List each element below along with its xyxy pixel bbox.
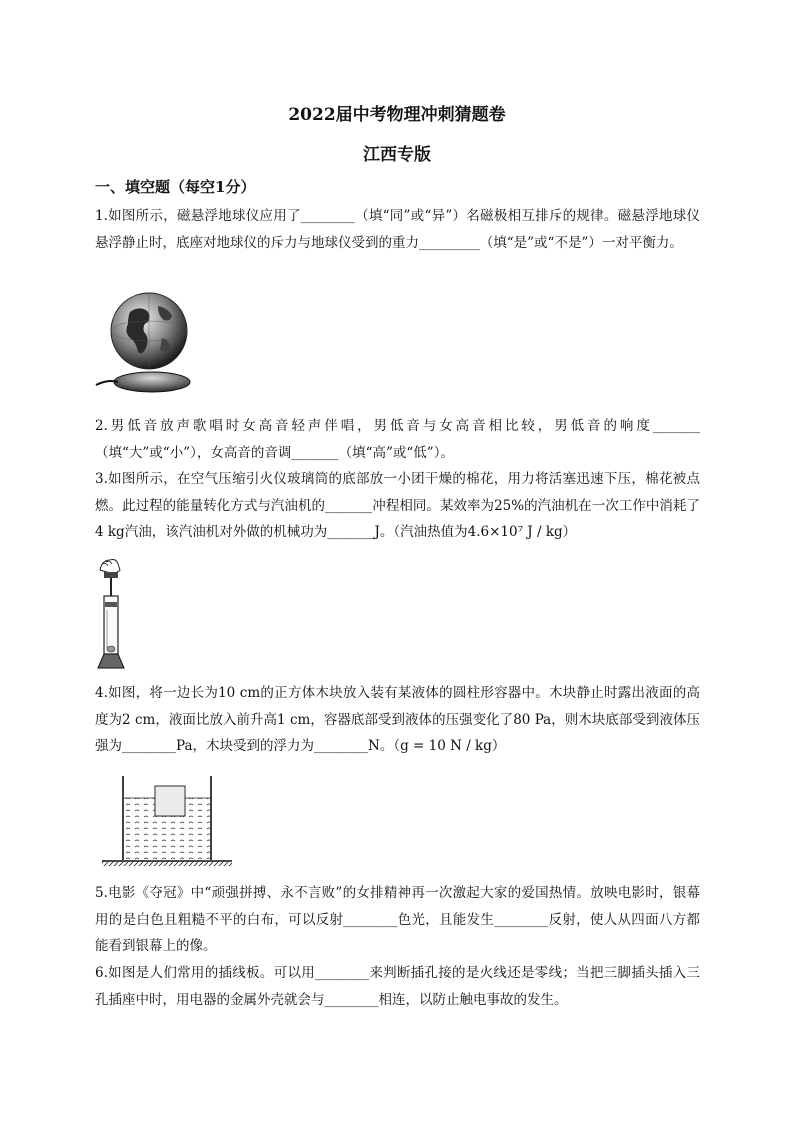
maglev-globe-figure xyxy=(92,288,202,400)
question-4: 4.如图，将一边长为10 cm的正方体木块放入装有某液体的圆柱形容器中。木块静止时露出液面的高度为2 cm，液面比放入前升高1 cm，容器底部受到液体的压强变化了80 Pa，则木块底部受到液体压强为________Pa，木块受到的浮力为________N。（g = 10 N / kg） xyxy=(95,685,700,754)
air-compression-igniter-figure xyxy=(92,556,132,672)
exam-subtitle: 江西专版 xyxy=(363,145,431,165)
question-2: 2.男低音放声歌唱时女高音轻声伴唱，男低音与女高音相比较，男低音的响度_______（填“大”或“小”），女高音的音调_______（填“高”或“低”）。 xyxy=(95,418,700,461)
section-heading: 一、填空题（每空1分） xyxy=(95,178,256,196)
floating-block-figure xyxy=(98,772,238,868)
question-3: 3.如图所示，在空气压缩引火仪玻璃筒的底部放一小团干燥的棉花，用力将活塞迅速下压，棉花被点燃。此过程的能量转化方式与汽油机的_______冲程相同。某效率为25%的汽油机在一次工作中消耗了4 kg汽油，该汽油机对外做的机械功为_______J。（汽油热值为4.6×10⁷ J / kg） xyxy=(95,471,700,540)
exam-title: 2022届中考物理冲刺猜题卷 xyxy=(288,105,506,125)
question-5: 5.电影《夺冠》中“顽强拼搏、永不言败”的女排精神再一次激起大家的爱国热情。放映电影时，银幕用的是白色且粗糙不平的白布，可以反射________色光，且能发生________反射，使人从四面八方都能看到银幕上的像。 xyxy=(95,885,700,954)
question-6: 6.如图是人们常用的插线板。可以用________来判断插孔接的是火线还是零线；当把三脚插头插入三孔插座中时，用电器的金属外壳就会与________相连，以防止触电事故的发生。 xyxy=(95,965,700,1008)
question-1: 1.如图所示，磁悬浮地球仪应用了________（填“同”或“异”）名磁极相互排斥的规律。磁悬浮地球仪悬浮静止时，底座对地球仪的斥力与地球仪受到的重力_________（填“是”或“不是”）一对平衡力。 xyxy=(95,208,700,251)
